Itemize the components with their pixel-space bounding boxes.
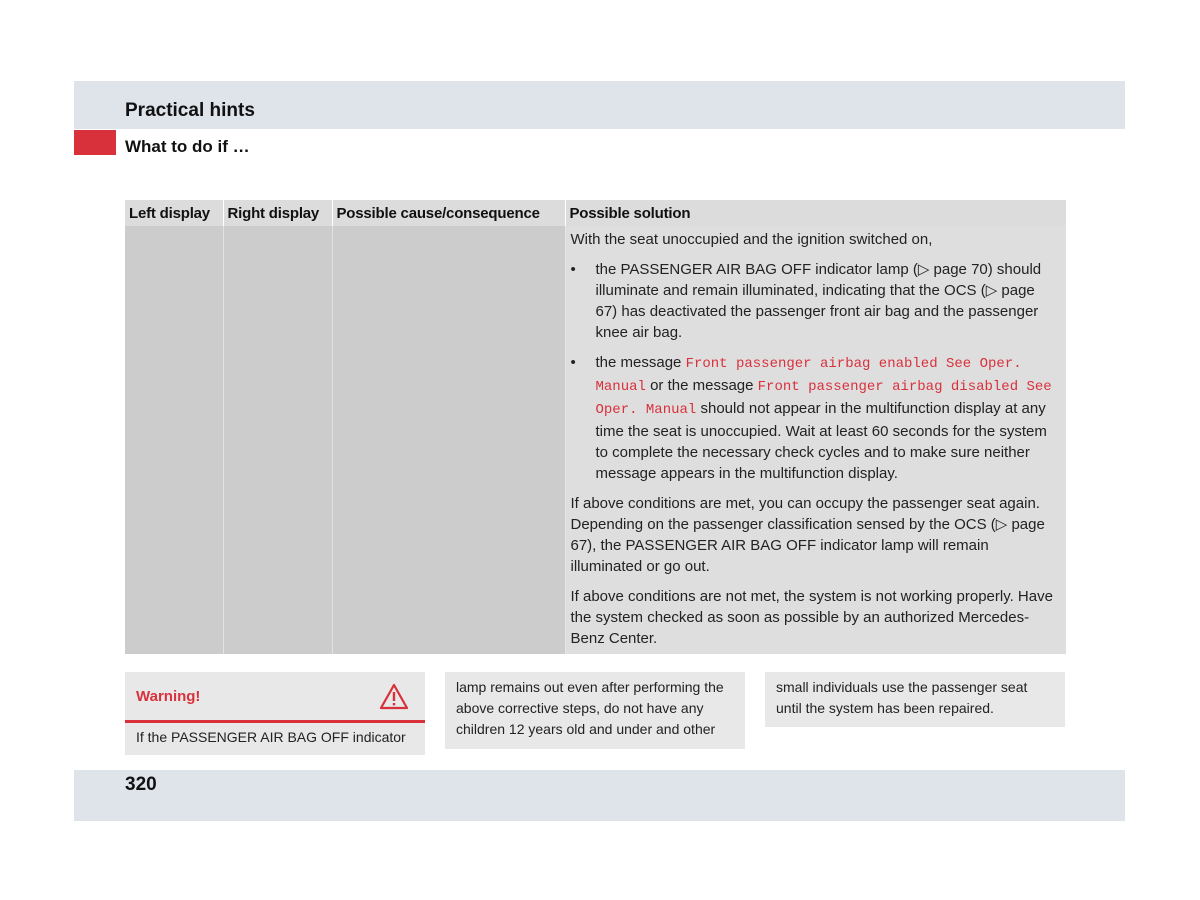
column-header-solution: Possible solution (565, 200, 1066, 226)
warning-label: Warning! (136, 688, 201, 705)
solution-intro: With the seat unoccupied and the ignition switched on, (570, 231, 933, 248)
bullet-1-text: the PASSENGER AIR BAG OFF indicator lamp (▷ page 70) should illuminate and remain illuminated, indicating that the OCS (▷ page 67) has deactivated the passenger front air bag and the passenger knee air bag. (595, 261, 1042, 341)
table-row (125, 226, 1066, 654)
warning-header (125, 672, 425, 723)
column-header-right-display: Right display (223, 200, 332, 226)
right-display-cell (223, 226, 332, 654)
table-header-row (125, 200, 1066, 226)
bullet-2-suffix: should not appear in the multifunction display at any time the seat is unoccupied. Wait at least 60 seconds for the system to complete the necessary check cycles and to make sure neither message appears in the multifunction display. (595, 400, 1047, 482)
warning-continuation-2: small individuals use the passenger seat until the system has been repaired. (765, 672, 1065, 727)
display-message-disabled: Front passenger airbag disabled See Oper. Manual (595, 379, 1052, 418)
warning-box (125, 672, 425, 755)
solution-cell (565, 226, 1066, 654)
solution-paragraph-3: If above conditions are not met, the system is not working properly. Have the system checked as soon as possible by an authorized Mercedes-Benz Center. (570, 588, 1053, 647)
page-number: 320 (125, 774, 157, 795)
display-messages-table (125, 200, 1066, 654)
bullet-2-middle: or the message (645, 377, 758, 394)
display-message-enabled: Front passenger airbag enabled See Oper. Manual (595, 356, 1022, 395)
solution-paragraph-2: If above conditions are met, you can occupy the passenger seat again. Depending on the passenger classification sensed by the OCS (▷ page 67), the PASSENGER AIR BAG OFF indicator lamp will remain illuminated or go out. (570, 495, 1045, 575)
section-title: Practical hints (125, 100, 255, 121)
solution-bullet-2 (571, 352, 1059, 484)
warning-text: If the PASSENGER AIR BAG OFF indicator (136, 729, 406, 745)
cause-cell (332, 226, 565, 654)
left-display-cell (125, 226, 223, 654)
subsection-title: What to do if … (125, 137, 250, 156)
column-header-left-display: Left display (125, 200, 223, 226)
warning-continuation-1: lamp remains out even after performing the above corrective steps, do not have any children 12 years old and under and other (445, 672, 745, 749)
column-header-cause: Possible cause/consequence (332, 200, 565, 226)
bullet-marker: • (570, 261, 576, 278)
bullet-2-prefix: the message (595, 354, 686, 371)
warning-triangle-icon (379, 683, 409, 710)
solution-bullet-1 (571, 259, 1059, 343)
footer-band (74, 770, 1125, 821)
bullet-marker: • (570, 354, 576, 371)
section-marker-tab (74, 130, 116, 155)
